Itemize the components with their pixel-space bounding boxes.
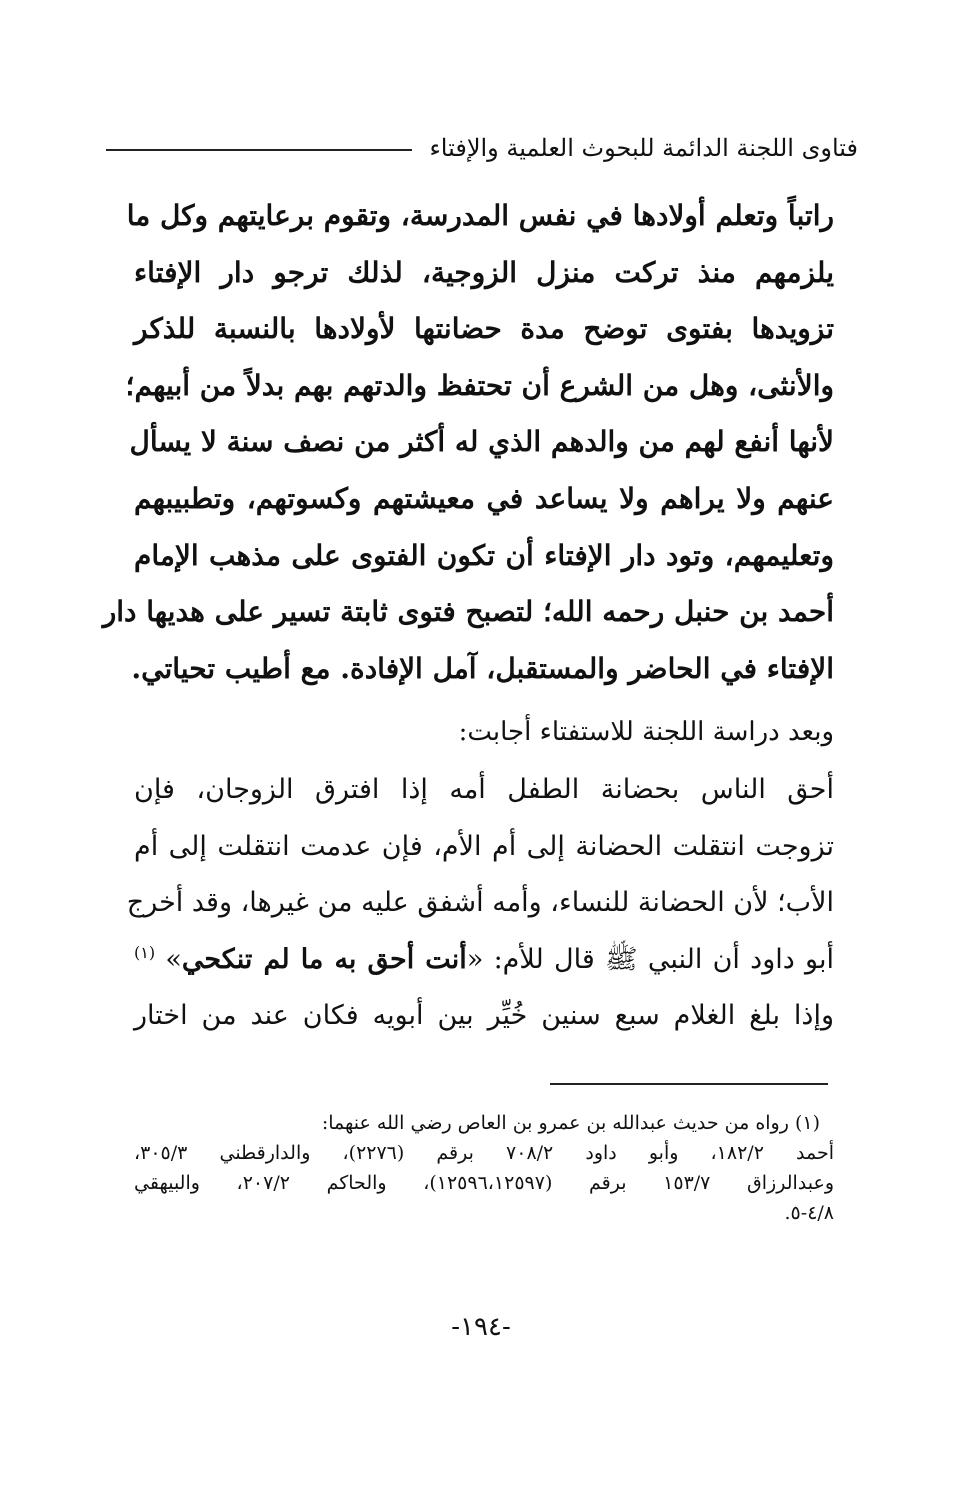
running-header [106, 128, 858, 168]
question-line: والأنثى، وهل من الشرع أن تحتفظ والدتهم بهم بدلاً من أبيهم؛ [125, 368, 834, 402]
answer-line: أحق الناس بحضانة الطفل أمه إذا افترق الزوجان، فإن [134, 774, 834, 805]
answer-text [126, 762, 834, 1045]
question-line: تزويدها بفتوى توضح مدة حضانتها لأولادها بالنسبة للذكر [134, 312, 834, 346]
footnote-line: أحمد ١٨٢/٢، وأبو داود ٧٠٨/٢ برقم (٢٢٧٦)، والدارقطني ٣٠٥/٣، [134, 1142, 834, 1164]
answer-intro: وبعد دراسة اللجنة للاستفتاء أجابت: [458, 717, 834, 747]
footnote-line: وعبدالرزاق ١٥٣/٧ برقم (١٢٥٩٦،١٢٥٩٧)، والحاكم ٢٠٧/٢، والبيهقي [134, 1172, 834, 1194]
question-text [102, 188, 834, 697]
question-line: راتباً وتعلم أولادها في نفس المدرسة، وتقوم برعايتهم وكل ما [126, 199, 834, 232]
answer-line-lead: أبو داود أن النبي ﷺ قال للأم: « [466, 943, 834, 975]
footnote-line: (١) رواه من حديث عبدالله بن عمرو بن العاص رضي الله عنهما: [321, 1112, 820, 1134]
quote-close: » [165, 943, 182, 975]
footnote-ref: (١) [134, 942, 156, 962]
question-line: عنهم ولا يراهم ولا يساعد في معيشتهم وكسوتهم، وتطبيبهم [134, 481, 834, 515]
running-header-title: فتاوى اللجنة الدائمة للبحوث العلمية والإفتاء [429, 134, 858, 162]
question-line: أحمد بن حنبل رحمه الله؛ لتصبح فتوى ثابتة تسير على هديها دار [102, 595, 834, 629]
answer-line: الأب؛ لأن الحضانة للنساء، وأمه أشفق عليه من غيرها، وقد أخرج [126, 887, 834, 919]
answer-line: تزوجت انتقلت الحضانة إلى أم الأم، فإن عدمت انتقلت إلى أم [134, 830, 834, 862]
question-line: يلزمهم منذ تركت منزل الزوجية، لذلك ترجو دار الإفتاء [134, 255, 834, 289]
footnote-separator [550, 1083, 828, 1085]
question-line: الإفتاء في الحاضر والمستقبل، آمل الإفادة. مع أطيب تحياتي. [131, 651, 834, 685]
footnote-line: ٤/٨-٥. [784, 1202, 834, 1224]
footnotes [134, 1108, 834, 1228]
page-number: -١٩٤- [451, 1312, 511, 1342]
question-line: وتعليمهم، وتود دار الإفتاء أن تكون الفتوى على مذهب الإمام [134, 538, 834, 572]
header-rule [106, 149, 412, 151]
question-line: لأنها أنفع لهم من والدهم الذي له أكثر من نصف سنة لا يسأل [129, 425, 834, 459]
answer-line: وإذا بلغ الغلام سبع سنين خُيِّر بين أبويه فكان عند من اختار [134, 1000, 834, 1032]
hadith-quote: أنت أحق به ما لم تنكحي [181, 943, 467, 975]
answer-line-hadith [134, 932, 834, 989]
